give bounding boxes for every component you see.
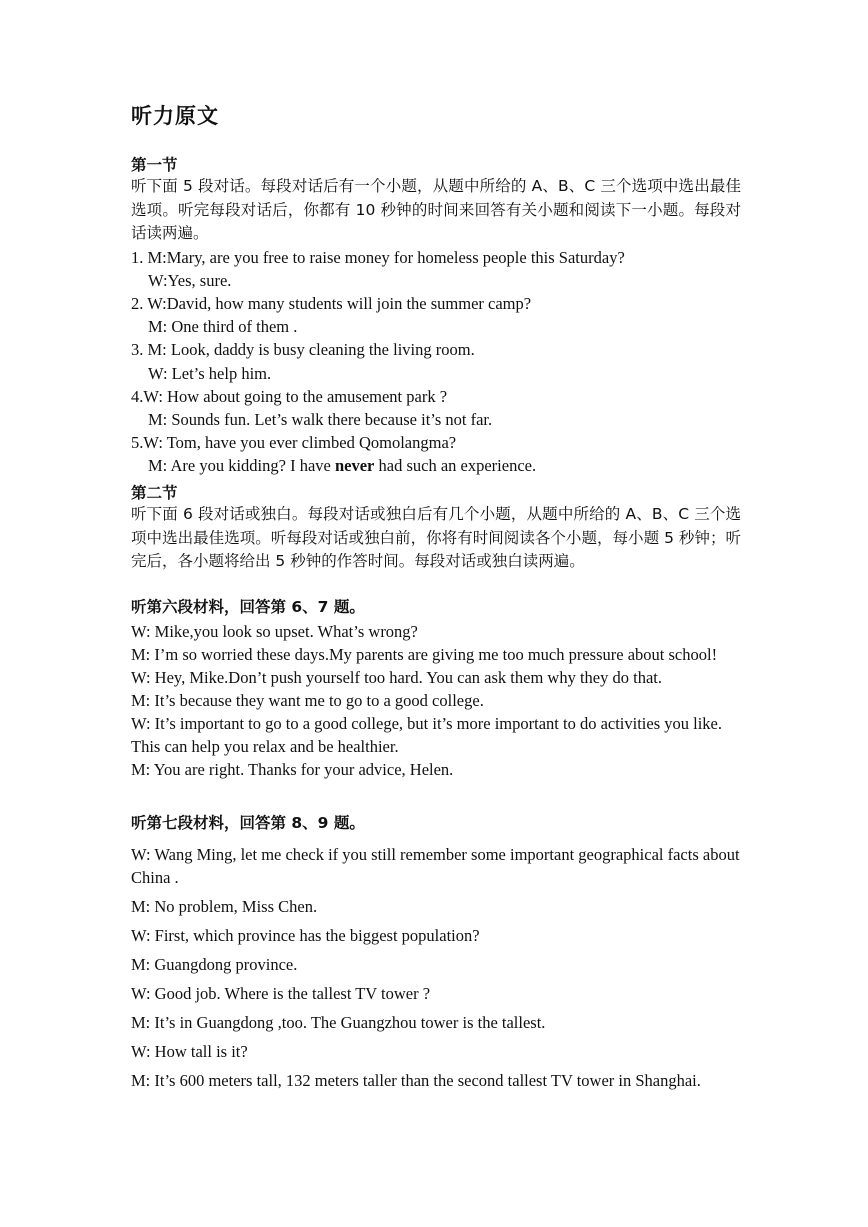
material-7 xyxy=(131,812,741,1098)
line-text: M: Are you kidding? I have xyxy=(148,456,335,476)
dialogue-line: W: Mike,you look so upset. What’s wrong? xyxy=(131,622,418,641)
dialogue-line: W: It’s important to go to a good college, but it’s more important to do activities you like. This can help you relax and be healthier. xyxy=(131,714,722,756)
section-1 xyxy=(131,153,741,478)
dialogue-line: W: Good job. Where is the tallest TV tower ? xyxy=(131,984,431,1003)
dialogue-line: 1. M:Mary, are you free to raise money for homeless people this Saturday? xyxy=(131,247,625,267)
dialogue-line: W: Let’s help him. xyxy=(148,363,272,383)
dialogue-line: M: You are right. Thanks for your advice, Helen. xyxy=(131,760,454,779)
section-1-heading: 第一节 xyxy=(131,156,178,174)
dialogue-line: M: It’s in Guangdong ,too. The Guangzhou tower is the tallest. xyxy=(131,1013,546,1032)
dialogue-line: M: It’s because they want me to go to a good college. xyxy=(131,691,484,710)
dialogue-line: M: I’m so worried these days.My parents are giving me too much pressure about school! xyxy=(131,645,718,664)
dialogue-line: W:Yes, sure. xyxy=(148,270,232,290)
section-1-instructions: 听下面 5 段对话。每段对话后有一个小题，从题中所给的 A、B、C 三个选项中选出最佳选项。听完每段对话后，你都有 10 秒钟的时间来回答有关小题和阅读下一小题。每段对话读两遍。 xyxy=(131,177,741,242)
dialogue-line: 3. M: Look, daddy is busy cleaning the living room. xyxy=(131,340,475,360)
page-title: 听力原文 xyxy=(131,104,219,128)
line-text: had such an experience. xyxy=(374,456,537,476)
dialogue-line: M: It’s 600 meters tall, 132 meters taller than the second tallest TV tower in Shanghai. xyxy=(131,1071,701,1090)
dialogue-line: W: How tall is it? xyxy=(131,1042,248,1061)
material-7-heading: 听第七段材料，回答第 8、9 题。 xyxy=(131,814,365,832)
section-2-instructions: 听下面 6 段对话或独白。每段对话或独白后有几个小题，从题中所给的 A、B、C 三个选项中选出最佳选项。听每段对话或独白前，你将有时间阅读各个小题，每小题 5 秒钟；听完后，各小题将给出 5 秒钟的作答时间。每段对话或独白读两遍。 xyxy=(131,505,741,570)
section-2-heading: 第二节 xyxy=(131,484,178,502)
material-6-heading: 听第六段材料，回答第 6、7 题。 xyxy=(131,598,365,616)
dialogue-line: 4.W: How about going to the amusement park ? xyxy=(131,386,448,406)
material-6-dialogue xyxy=(131,620,741,781)
section-2 xyxy=(131,481,741,574)
dialogue-line: M: Guangdong province. xyxy=(131,955,298,974)
dialogue-line: W: First, which province has the biggest population? xyxy=(131,926,480,945)
emphasis-text: never xyxy=(334,456,375,476)
dialogue-line: M: No problem, Miss Chen. xyxy=(131,897,318,916)
dialogue-line: 2. W:David, how many students will join the summer camp? xyxy=(131,293,532,313)
material-7-dialogue xyxy=(131,843,741,1092)
dialogue-line: M: One third of them . xyxy=(148,317,298,337)
dialogue-line xyxy=(131,454,741,477)
dialogue-line: W: Wang Ming, let me check if you still remember some important geographical facts about China . xyxy=(131,845,740,887)
section-1-dialogues xyxy=(131,246,741,455)
dialogue-line: 5.W: Tom, have you ever climbed Qomolangma? xyxy=(131,433,457,453)
dialogue-line: M: Sounds fun. Let’s walk there because it’s not far. xyxy=(148,409,493,429)
material-6 xyxy=(131,596,741,781)
dialogue-line: W: Hey, Mike.Don’t push yourself too hard. You can ask them why they do that. xyxy=(131,668,662,687)
